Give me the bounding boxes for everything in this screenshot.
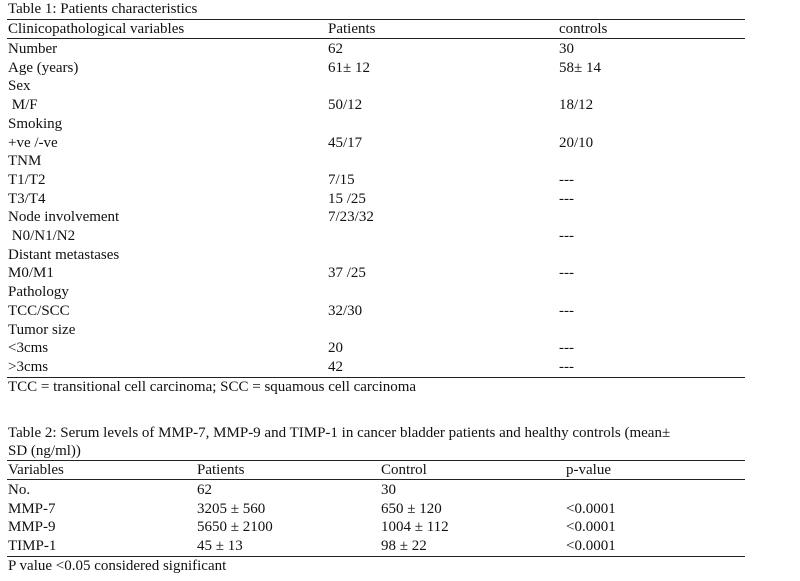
table1-footnote: TCC = transitional cell carcinoma; SCC = squamous cell carcinoma xyxy=(8,379,417,395)
table2-cell-control: 30 xyxy=(381,482,396,498)
table1-header-rule xyxy=(7,38,745,39)
table1-row xyxy=(0,171,800,190)
table1-cell-patients: 7/23/32 xyxy=(328,209,374,226)
table1-cell-variable: Sex xyxy=(8,78,31,95)
table1-cell-variable: M/F xyxy=(8,97,38,114)
table2-footnote: P value <0.05 considered significant xyxy=(8,558,227,574)
table1-cell-patients: 50/12 xyxy=(328,97,363,114)
table1-row xyxy=(0,40,800,59)
table1-cell-variable: T1/T2 xyxy=(8,171,46,188)
table2-cell-variable: MMP-9 xyxy=(8,519,56,536)
table1-cell-controls: --- xyxy=(559,302,574,319)
table1-row xyxy=(0,134,800,153)
table2-row xyxy=(0,500,800,519)
table1-cell-controls: --- xyxy=(559,265,574,282)
table1-cell-controls: 30 xyxy=(559,41,574,57)
table1-cell-variable: Smoking xyxy=(8,115,63,132)
table1-row xyxy=(0,321,800,340)
table1-cell-variable: Tumor size xyxy=(8,321,76,338)
table2-caption-line1: Table 2: Serum levels of MMP-7, MMP-9 and TIMP-1 in cancer bladder patients and healthy controls (mean± xyxy=(8,425,671,441)
table2-row xyxy=(0,481,800,500)
table1-cell-controls: --- xyxy=(559,340,574,357)
table1-row xyxy=(0,190,800,209)
table1-cell-variable: M0/M1 xyxy=(8,265,54,282)
table1-cell-patients: 20 xyxy=(328,340,343,357)
table1-cell-variable: T3/T4 xyxy=(8,190,46,207)
table1-cell-variable: Age (years) xyxy=(8,59,79,76)
table1-row xyxy=(0,77,800,96)
table1-header-patients: Patients xyxy=(328,21,376,37)
table1-row xyxy=(0,152,800,171)
table1-row xyxy=(0,246,800,265)
table2-cell-control: 650 ± 120 xyxy=(381,500,442,517)
table2-header-rule xyxy=(7,479,745,480)
table1-cell-patients: 32/30 xyxy=(328,302,363,319)
table1-caption: Table 1: Patients characteristics xyxy=(8,1,198,17)
table2-header-p-value: p-value xyxy=(566,462,611,478)
table1-row xyxy=(0,227,800,246)
table1-row xyxy=(0,115,800,134)
table1-row xyxy=(0,358,800,377)
table2-cell-control: 1004 ± 112 xyxy=(381,519,449,536)
table1-cell-patients: 42 xyxy=(328,358,343,375)
table2-caption-line2: SD (ng/ml)) xyxy=(8,443,81,459)
table1-cell-patients: 62 xyxy=(328,41,343,57)
table1-cell-variable: TNM xyxy=(8,153,42,170)
table1-row xyxy=(0,208,800,227)
table2-header-control: Control xyxy=(381,462,427,478)
table1-cell-variable: +ve /-ve xyxy=(8,134,58,151)
table1-header-row xyxy=(0,20,800,39)
table2-cell-p-value: <0.0001 xyxy=(566,538,616,555)
table1-cell-controls: --- xyxy=(559,228,574,244)
table1-row xyxy=(0,59,800,78)
table2-header-variables: Variables xyxy=(8,462,64,478)
table1-cell-variable: >3cms xyxy=(8,358,49,375)
table1-row xyxy=(0,302,800,321)
table2-cell-variable: No. xyxy=(8,482,31,498)
table1-cell-controls: --- xyxy=(559,190,574,207)
table1-row xyxy=(0,264,800,283)
table2-row xyxy=(0,537,800,556)
table1-row xyxy=(0,283,800,302)
table1-cell-variable: <3cms xyxy=(8,340,49,357)
table2-cell-control: 98 ± 22 xyxy=(381,538,427,555)
table1-cell-variable: Pathology xyxy=(8,284,69,301)
table2-cell-patients: 45 ± 13 xyxy=(197,538,243,555)
table2-row xyxy=(0,518,800,537)
table1-cell-controls: 18/12 xyxy=(559,97,594,114)
table2-cell-variable: MMP-7 xyxy=(8,500,56,517)
table1-row xyxy=(0,339,800,358)
table2-cell-p-value: <0.0001 xyxy=(566,500,616,517)
table1-cell-controls: --- xyxy=(559,358,574,375)
table2-header-patients: Patients xyxy=(197,462,245,478)
table1-cell-variable: N0/N1/N2 xyxy=(8,228,76,244)
table1-cell-controls: --- xyxy=(559,171,574,188)
table2-header-row xyxy=(0,461,800,480)
table1-cell-patients: 7/15 xyxy=(328,171,355,188)
table1-header-controls: controls xyxy=(559,21,608,37)
table1-cell-variable: Number xyxy=(8,41,58,57)
table1-cell-variable: TCC/SCC xyxy=(8,302,70,319)
table2-cell-patients: 5650 ± 2100 xyxy=(197,519,273,536)
table1-row xyxy=(0,96,800,115)
table2-cell-variable: TIMP-1 xyxy=(8,538,57,555)
table1-cell-controls: 20/10 xyxy=(559,134,594,151)
table1-cell-variable: Distant metastases xyxy=(8,246,120,263)
table2-cell-patients: 3205 ± 560 xyxy=(197,500,266,517)
table1-cell-variable: Node involvement xyxy=(8,209,120,226)
table1-cell-patients: 15 /25 xyxy=(328,190,366,207)
table1-cell-patients: 45/17 xyxy=(328,134,363,151)
table1-header-variables: Clinicopathological variables xyxy=(8,21,185,37)
table2-cell-patients: 62 xyxy=(197,482,212,498)
table1-cell-controls: 58± 14 xyxy=(559,59,601,76)
table1-cell-patients: 37 /25 xyxy=(328,265,366,282)
table2-cell-p-value: <0.0001 xyxy=(566,519,616,536)
table1-cell-patients: 61± 12 xyxy=(328,59,370,76)
